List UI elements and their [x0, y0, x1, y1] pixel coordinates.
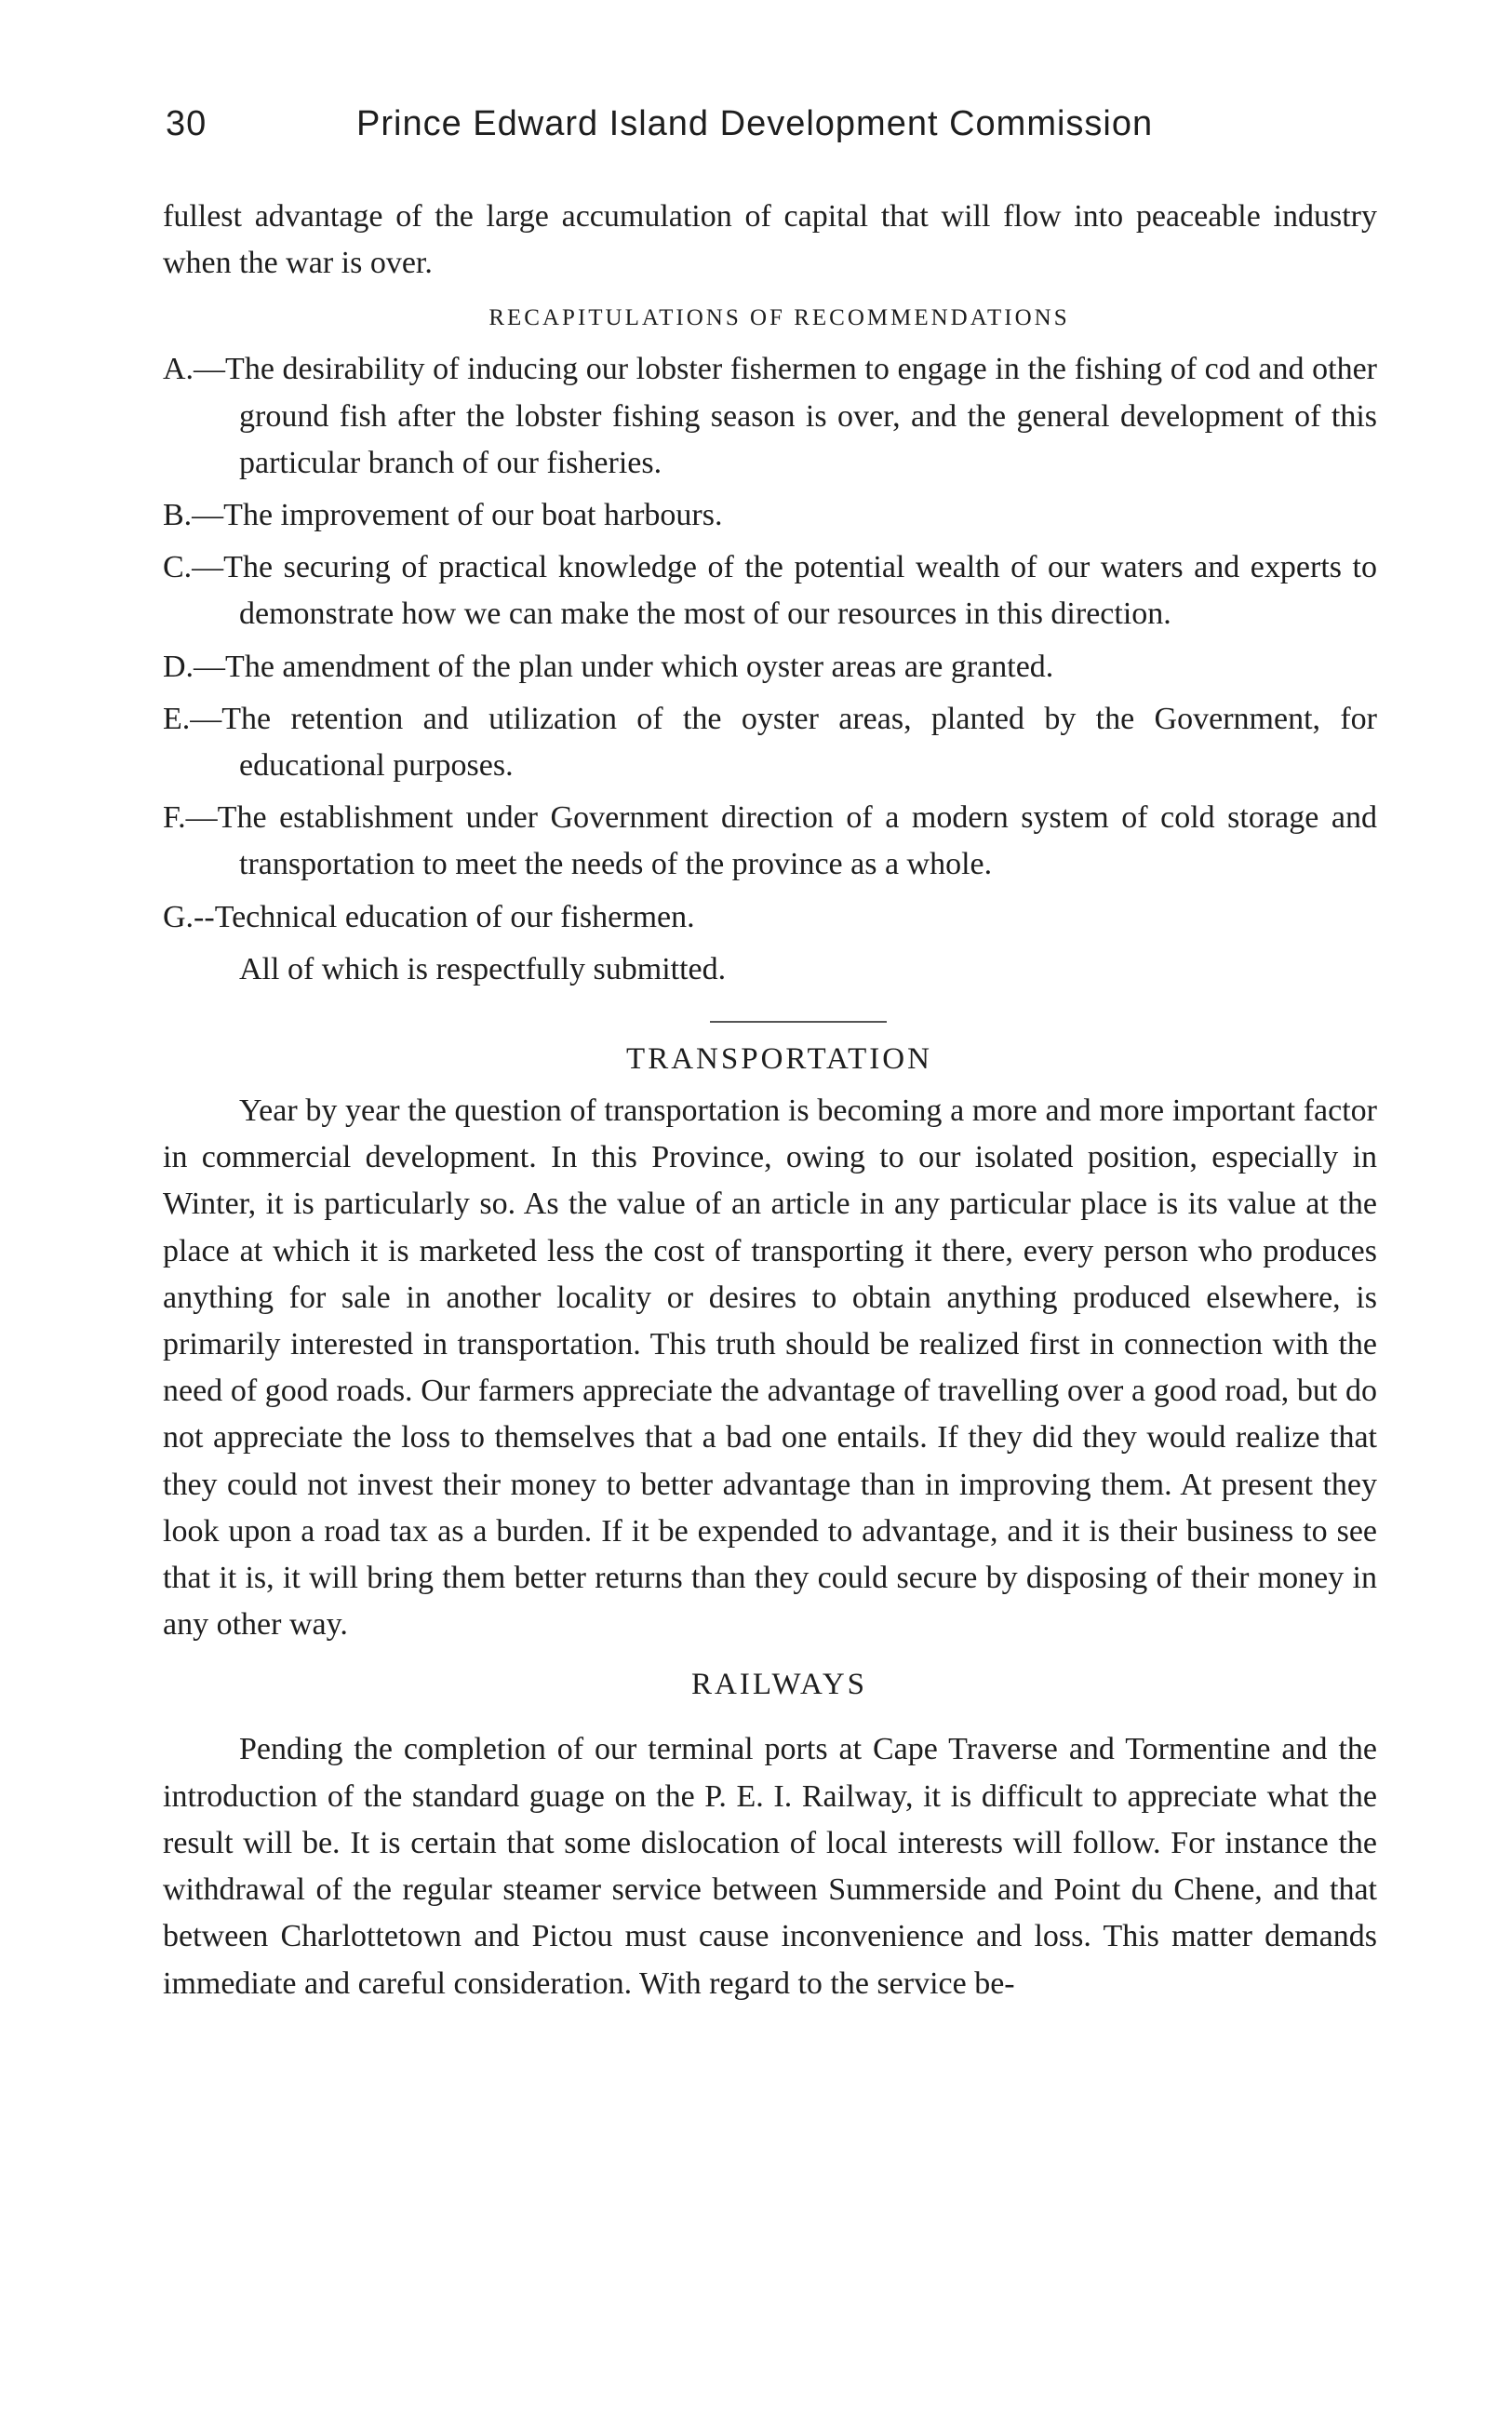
recommendation-a — [163, 346, 1377, 487]
recommendations-list — [163, 346, 1377, 940]
recommendation-d — [163, 644, 1377, 691]
recommendation-text: B.—The improvement of our boat harbours. — [163, 498, 723, 533]
railways-heading: RAILWAYS — [690, 1668, 868, 1702]
closing-statement: All of which is respectfully submitted. — [239, 951, 727, 986]
recommendations-heading: RECAPITULATIONS OF RECOMMENDATIONS — [488, 305, 1070, 331]
intro-paragraph: fullest advantage of the large accumulation of capital that will flow into peaceable industry when the war is over. — [163, 199, 1377, 281]
page-header — [166, 104, 1375, 160]
recommendation-b — [163, 492, 1377, 539]
page-number: 30 — [166, 104, 207, 143]
transportation-heading: TRANSPORTATION — [626, 1042, 932, 1077]
recommendation-text: G.--Technical education of our fishermen. — [163, 899, 695, 934]
transportation-paragraph: Year by year the question of transportation is becoming a more and more important factor in commercial development. In this Province, owing to our isolated position, especially in Winter, it is particularly so. As the value of an article in any particular place is its value at the place at which it is marketed less the cost of transporting it there, every person who produces anything for sale in another locality or desires to obtain anything produced elsewhere, is primarily interested in transportation. This truth should be realized first in connection with the need of good roads. Our farmers appreciate the advantage of travelling over a good road, but do not appreciate the loss to themselves that a bad one entails. If they did they would realize that they could not invest their money to better advantage than in improving them. At present they look upon a road tax as a burden. If it be expended to advantage, and it is their business to see that it is, it will bring them better returns than they could secure by disposing of their money in any other way. — [163, 1093, 1377, 1643]
running-title: Prince Edward Island Development Commission — [356, 104, 1154, 143]
recommendation-g — [163, 894, 1377, 941]
recommendation-f — [163, 795, 1377, 888]
recommendation-e — [163, 696, 1377, 789]
recommendation-text: C.—The securing of practical knowledge of the potential wealth of our waters and experts to demonstrate how we can make the most of our resources in this direction. — [163, 550, 1377, 632]
recommendation-text: D.—The amendment of the plan under which oyster areas are granted. — [163, 649, 1054, 684]
page-body — [163, 194, 1377, 2007]
recommendation-c — [163, 544, 1377, 637]
recommendation-text: A.—The desirability of inducing our lobster fishermen to engage in the fishing of cod and other ground fish after the lobster fishing season is over, and the general development of this particular branch of our fisheries. — [163, 352, 1377, 480]
railways-paragraph: Pending the completion of our terminal ports at Cape Traverse and Tormentine and the introduction of the standard guage on the P. E. I. Railway, it is difficult to appreciate what the result will be. It is certain that some dislocation of local interests will follow. For instance the withdrawal of the regular steamer service between Summerside and Point du Chene, and that between Charlottetown and Pictou must cause inconvenience and loss. This matter demands immediate and careful consideration. With regard to the service be- — [163, 1732, 1377, 2001]
section-divider — [710, 1021, 887, 1023]
recommendation-text: F.—The establishment under Government direction of a modern system of cold storage and transportation to meet the needs of the province as a whole. — [163, 800, 1377, 882]
recommendation-text: E.—The retention and utilization of the oyster areas, planted by the Government, for educational purposes. — [163, 701, 1377, 784]
